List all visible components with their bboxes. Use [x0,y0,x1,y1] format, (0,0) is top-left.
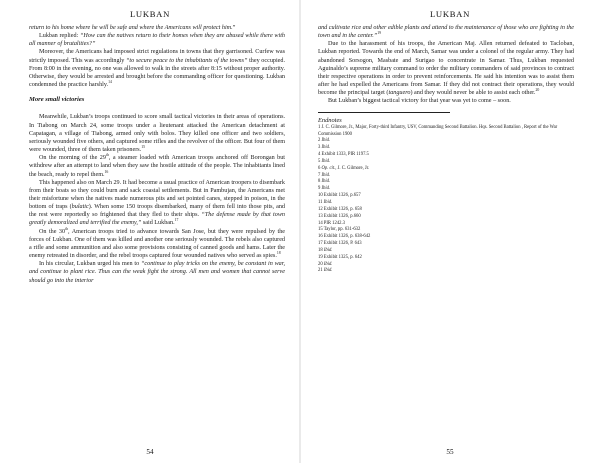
endnotes-heading: Endnotes [318,116,342,124]
body-text: On the 30 [39,228,66,235]
endnote-item: 6 Op. cit., J. C. Gilmore, Jr. [318,165,370,171]
endnote-item: 16 Exhibit 1326, p. 638-642 [318,234,371,240]
footnote-marker: 14 [108,80,112,85]
paragraph [29,32,285,48]
endnote-item: 17 Exhibit 1326, P. 643 [318,241,362,247]
endnote-item: 18 Ibid. [318,247,333,253]
endnote-item: 20 Ibid. [318,261,333,267]
italic-term: bulatic [71,204,89,211]
paragraph [29,154,285,178]
paragraph [318,97,574,105]
body-text: ). When some 150 troops disembarked, many of them fell into those pits, and the rest were reportedly so frightened that they fled to their ships. [29,204,286,219]
endnote-item: 4 Exhibit 1333, PIR 1197.5 [318,152,369,158]
left-page-body [29,24,285,285]
endnote-item: 12 Exhibit 1326, p. 658 [318,206,362,212]
quote-text: “How can the natives return to their homes when they are abused while there with all manner of brutalities?” [29,33,285,48]
endnote-item: 13 Exhibit 1326, p.660 [318,213,361,219]
quote-close: ” [232,25,236,31]
endnote-item: 5 Ibid. [318,158,331,164]
ordinal-suffix: th [105,153,109,158]
body-text: they occupied. From 8:00 in the evening, no one was allowed to walk in the streets after 8:15 without proper authority. Otherwise, they would be arrested and brought before the commanding officer for questioning. Lukban condemned the practice harshly. [29,57,285,89]
right-page-body [318,24,574,275]
body-text: , American troops tried to advance towards San Jose, but they were repulsed by the forces of Lukban. One of them was killed and another one seriously wounded. The rebels also captured a rifle and some ammunition and also some provisions consisting of canned goods and hams. Later the enemy retreated in disorder, and the rebel troops captured four wounded natives who served as spies. [29,228,285,260]
running-head-left: LUKBAN [129,9,170,19]
body-text: said Lukban. [141,220,175,227]
right-page [300,0,600,463]
body-text: On the morning of the 29 [39,155,106,162]
footnote-marker: 17 [174,218,179,223]
endnote-item: 2 Ibid. [318,138,331,144]
body-text: Meanwhile, Lukban’s troops continued to score small tactical victories in their areas of operations. In Tiabong on March 24, some troops under a lieutenant attacked the American detachment at Capatagan, a village of Tiabong, armed only with bolos. They killed one officer and two soldiers, seriously wounded five others, and captured some rifles and the revolver of the officer. But four of them were wounded, three of them taken prisoners. [29,114,285,154]
endnote-item: 14 PIR 1242.3 [318,220,345,226]
footnote-marker: 20 [535,88,540,93]
endnote-item: 10 Exhibit 1326, p.657 [318,193,361,199]
body-text: , a steamer loaded with American troops anchored off Borongan but withdrew after an attempt to land when they saw the hostile attitude of the people. The inhabitants lined the beach, ready to repel them. [29,155,286,178]
quote-text: “continue to play tricks on the enemy, be constant in war, and continue to plant rice. Thus can the weak fight the strong. All men and women that cannot serve should go into the interior [29,261,285,284]
endnotes-divider [318,112,450,113]
body-text: Moreover, the Americans had imposed strict regulations in towns that they garrisoned. Curfew was strictly imposed. This was accordingly [29,49,285,64]
paragraph [318,24,574,40]
running-head-right: LUKBAN [429,9,470,19]
footnote-marker: 16 [104,169,109,174]
endnote-item: 15 Taylor, pp. 631-632 [318,227,361,233]
section-heading: More small victories [29,96,85,104]
endnote-item: 11 Ibid. [318,200,333,205]
body-text: ) and they would never be able to assist each other. [410,90,536,97]
paragraph [29,24,285,32]
footnote-marker: 19 [377,31,381,36]
endnote-item: 8 Ibid. [318,179,331,185]
paragraph [29,113,285,154]
footnote-marker: 18 [276,251,281,256]
page-number-right: 55 [446,448,454,456]
quote-text: “The defense made by that town greatly demoralized and terrified the enemy,” [29,212,285,227]
endnote-item: 19 Exhibit 1325, p. 642 [318,254,362,260]
paragraph [29,48,285,89]
endnote-item: 21 Ibid. [318,268,333,274]
quote-text: and cultivate rice and other edible plants and attend to the maintenance of those who are fighting in the town and in the center.” [318,25,574,40]
quote-text: return to his home where he will be safe and where the Americans will protect him. [29,25,233,31]
body-text: Due to the harassment of his troops, the American Maj. Allen returned defeated to Tacloban, Lukban reported. Towards the end of March, Samar was under a colonel of the regular army. They had abandoned Sorsogon, Masbate and Surigao to concentrate in Samar. Thus, Lukban requested Aguinaldo’s supreme military command to order the military commanders of said provinces to contract their respective operations in order to prevent reinforcements. He said his intention was to assist them after he had expelled the Americans from Samar. If they did not contract their operations, they would become the principal target ( [318,41,574,97]
endnote-item: 1 J. C. Gilmore, Jr., Major, Forty-third Infantry, USV, Commanding Second Battalion. Hqs. Second Battalion , Report of the War Commission 1900 [318,124,558,137]
endnotes-list [318,125,574,276]
quote-text: “to secure peace to the inhabitants of the towns” [125,57,248,64]
endnote-item: 7 Ibid. [318,172,331,178]
paragraph [29,228,285,261]
italic-term: tanguero [388,90,411,97]
paragraph [29,260,285,284]
endnote-item: 9 Ibid. [318,186,331,192]
body-text: Lukban replied: [39,33,80,40]
ordinal-suffix: th [65,226,69,231]
body-text: In his circular, Lukban urged his men to [39,261,141,268]
footnote-marker: 15 [141,145,145,150]
paragraph [318,40,574,97]
body-text: This happened also on March 29. It had become a usual practice of American troopers to disembark from their boats so they could burn and sack coastal settlements. But in Pambujan, the Americans met their misfortune when the natives made numerous pits and set pointed canes, stepped in poison, in the bottom of traps ( [29,179,285,211]
paragraph [29,179,285,228]
page-number-left: 54 [146,448,154,456]
endnote-item: 3 Ibid. [318,145,331,151]
body-text: But Lukban’s biggest tactical victory for that year was yet to come – soon. [328,98,511,105]
